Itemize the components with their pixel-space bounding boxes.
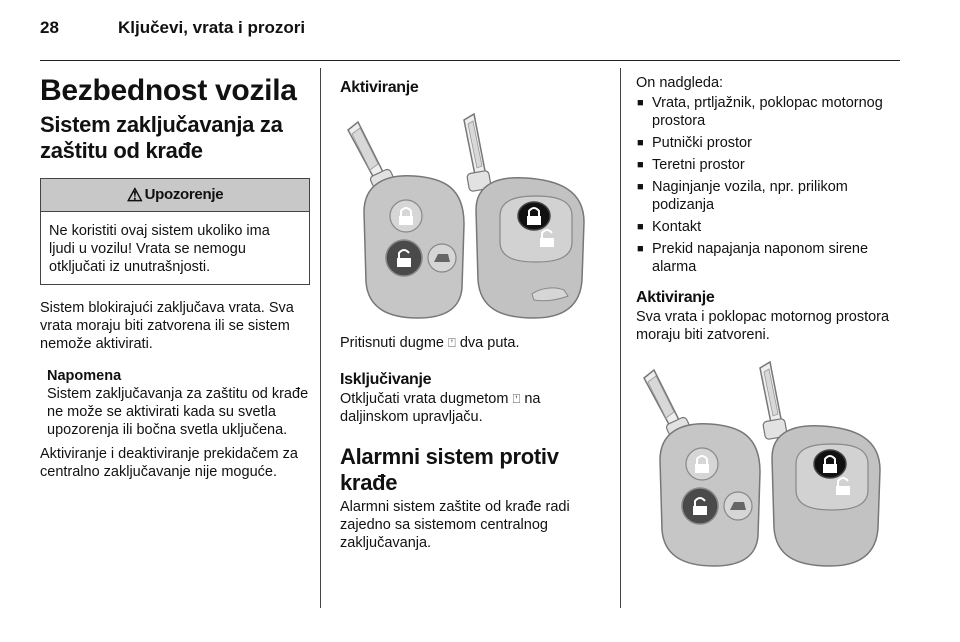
list-item: ■ Naginjanje vozila, npr. prilikom podizanja [636, 178, 904, 214]
note-text: Sistem zaključavanja za zaštitu od krađe ne može se aktivirati kada su svetla upozorenja ili bočna svetla uključena. [47, 386, 309, 438]
key-fob-image-2 [636, 360, 898, 570]
chapter-title: Ključevi, vrata i prozori [118, 18, 306, 37]
key-fob-right [772, 426, 880, 566]
list-item: ■ Kontakt [636, 218, 904, 236]
subsection-title: Sistem zaključavanja za zaštitu od krađe [40, 112, 283, 163]
list-item: ■ Putnički prostor [636, 134, 904, 152]
list-item: ■ Teretni prostor [636, 156, 904, 174]
key-fob-right [476, 178, 584, 318]
warning-text: Ne koristiti ovaj sistem ukoliko ima ljudi u vozilu! Vrata se nemogu otključati iz unutrašnjosti. [49, 223, 270, 275]
column-divider-2 [620, 68, 621, 608]
heading-activation-alarm: Aktiviranje [636, 289, 715, 306]
list-item: ■ Prekid napajanja naponom sirene alarma [636, 240, 904, 276]
activation-text-post: dva puta. [459, 335, 520, 351]
header-rule [40, 60, 900, 61]
key-fob-illustration-2 [636, 360, 904, 570]
heading-alarm: Alarmni sistem protiv krađe [340, 444, 559, 495]
paragraph: Aktiviranje i deaktiviranje prekidačem za centralno zaključavanje nije moguće. [40, 446, 298, 480]
note-label: Napomena [47, 368, 122, 384]
activation-text-pre: Pritisnuti dugme [340, 335, 444, 351]
monitors-label: On nadgleda: [636, 75, 724, 91]
column-divider-1 [320, 68, 321, 608]
warning-box [40, 178, 310, 285]
unlock-icon: ⍞ [512, 391, 521, 406]
activation-instruction [340, 334, 610, 352]
heading-deactivation: Isključivanje [340, 371, 432, 388]
warning-title: Upozorenje [144, 186, 224, 203]
column-1 [40, 74, 310, 481]
page-number: 28 [40, 18, 59, 37]
key-fob-image [340, 112, 602, 322]
column-3 [636, 74, 904, 570]
warning-header [41, 179, 309, 212]
deactivation-instruction [340, 390, 610, 426]
column-2 [340, 74, 610, 552]
key-fob-left [364, 176, 464, 318]
monitors-list [636, 94, 904, 276]
alarm-paragraph: Alarmni sistem zaštite od krađe radi zajedno sa sistemom centralnog zaključavanja. [340, 499, 570, 551]
activation-alarm-text: Sva vrata i poklopac motornog prostora moraju biti zatvoreni. [636, 309, 890, 343]
list-item: ■ Vrata, prtljažnik, poklopac motornog prostora [636, 94, 904, 130]
section-title: Bezbednost vozila [40, 74, 297, 107]
key-fob-left [660, 424, 760, 566]
deactivation-text-post: na daljinskom upravljaču. [340, 391, 541, 425]
key-fob-illustration [340, 112, 610, 322]
lock-icon: ⍞ [448, 335, 456, 350]
heading-activation: Aktiviranje [340, 79, 419, 96]
paragraph: Sistem blokirajući zaključava vrata. Sva vrata moraju biti zatvorena ili se sistem nemože aktivirati. [40, 300, 294, 352]
note-block [47, 367, 310, 439]
warning-triangle-icon: ⚠ [126, 185, 143, 205]
deactivation-text-pre: Otključati vrata dugmetom [340, 391, 509, 407]
